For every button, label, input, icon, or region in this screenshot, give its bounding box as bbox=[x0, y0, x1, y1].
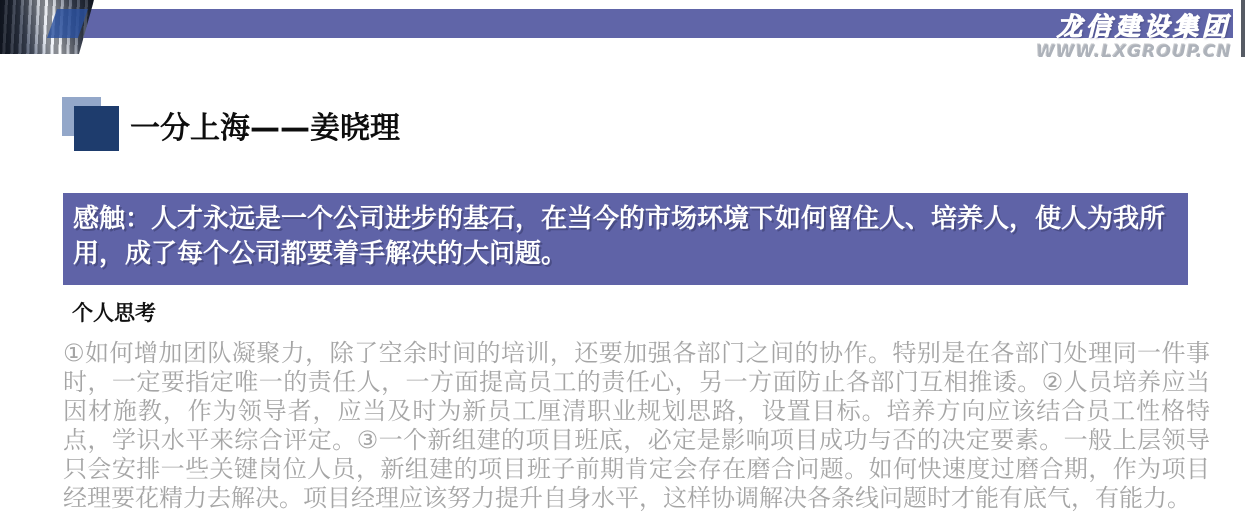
company-logo: 龙信建设集团 bbox=[1056, 12, 1231, 41]
section-heading: 个人思考 bbox=[72, 301, 156, 325]
slide-title: 一分上海——姜晓理 bbox=[130, 111, 400, 146]
right-edge-strip bbox=[1241, 0, 1245, 57]
title-accent-square-dark bbox=[74, 106, 119, 151]
website-url: WWW.LXGROUP.CN bbox=[1036, 42, 1232, 62]
body-paragraph: ①如何增加团队凝聚力，除了空余时间的培训，还要加强各部门之间的协作。特别是在各部门处理同一件事时，一定要指定唯一的责任人，一方面提高员工的责任心，另一方面防止各部门互相推诿。②人员培养应当因材施教，作为领导者，应当及时为新员工厘清职业规划思路，设置目标。培养方向应该结合员工性格特点，学识水平来综合评定。③一个新组建的项目班底，必定是影响项目成功与否的决定要素。一般上层领导只会安排一些关键岗位人员，新组建的项目班子前期肯定会存在磨合问题。如何快速度过磨合期，作为项目经理要花精力去解决。项目经理应该努力提升自身水平，这样协调解决各条线问题时才能有底气，有能力。 bbox=[63, 339, 1210, 512]
highlight-banner: 感触：人才永远是一个公司进步的基石，在当今的市场环境下如何留住人、培养人，使人为我所用，成了每个公司都要着手解决的大问题。 bbox=[63, 193, 1188, 285]
